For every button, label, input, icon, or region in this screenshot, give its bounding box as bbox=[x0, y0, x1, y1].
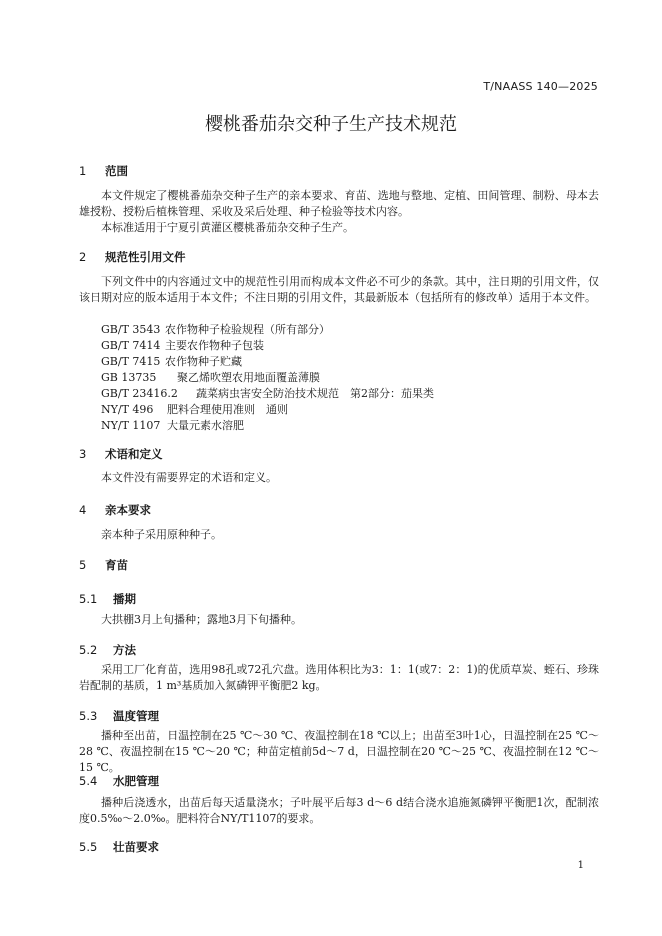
section-number: 5.1 bbox=[79, 592, 98, 606]
subsection-heading-water-fertilizer bbox=[79, 773, 159, 789]
section-title: 规范性引用文件 bbox=[105, 250, 186, 264]
document-title: 樱桃番茄杂交种子生产技术规范 bbox=[205, 114, 457, 135]
section-title: 亲本要求 bbox=[105, 503, 151, 517]
temperature-paragraph: 播种至出苗，日温控制在25 ℃～30 ℃、夜温控制在18 ℃以上；出苗至3叶1心，日温控制在25 ℃～28 ℃、夜温控制在15 ℃～20 ℃；种苗定植前5d～7 d，日温控制在20 ℃～25 ℃、夜温控制在12 ℃～15 ℃。 bbox=[79, 729, 599, 774]
reference-item bbox=[101, 338, 264, 354]
subsection-heading-method bbox=[79, 642, 136, 658]
section-number: 3 bbox=[79, 447, 87, 461]
standard-code: T/NAASS 140—2025 bbox=[483, 80, 598, 93]
reference-item bbox=[101, 386, 434, 402]
section-number: 5.5 bbox=[79, 840, 98, 854]
section-title: 育苗 bbox=[105, 558, 128, 572]
reference-item bbox=[101, 354, 242, 370]
scope-paragraph-2: 本标准适用于宁夏引黄灌区樱桃番茄杂交种子生产。 bbox=[101, 221, 354, 234]
subsection-heading-temperature bbox=[79, 708, 159, 724]
section-title: 术语和定义 bbox=[105, 447, 163, 461]
reference-item bbox=[101, 322, 330, 338]
section-title: 水肥管理 bbox=[113, 774, 159, 788]
page-number: 1 bbox=[577, 860, 584, 871]
reference-item bbox=[101, 402, 288, 418]
sowing-date-paragraph: 大拱棚3月上旬播种；露地3月下旬播种。 bbox=[101, 613, 302, 626]
section-number: 5.4 bbox=[79, 774, 98, 788]
subsection-heading-sowing-date bbox=[79, 591, 136, 607]
references-intro: 下列文件中的内容通过文中的规范性引用而构成本文件必不可少的条款。其中，注日期的引用文件，仅该日期对应的版本适用于本文件；不注日期的引用文件，其最新版本（包括所有的修改单）适用于本文件。 bbox=[79, 275, 599, 304]
section-heading-seedling bbox=[79, 557, 128, 573]
reference-code: GB 13735 bbox=[101, 371, 157, 384]
reference-code: NY/T 1107 bbox=[101, 419, 161, 432]
reference-code: GB/T 23416.2 bbox=[101, 387, 178, 400]
section-number: 5.2 bbox=[79, 643, 98, 657]
section-heading-parent-requirements bbox=[79, 502, 151, 518]
reference-title: 农作物种子贮藏 bbox=[165, 355, 242, 368]
section-title: 方法 bbox=[113, 643, 136, 657]
section-number: 5.3 bbox=[79, 709, 98, 723]
method-paragraph: 采用工厂化育苗，选用98孔或72孔穴盘。选用体积比为3：1：1(或7：2：1)的优质草炭、蛭石、珍珠岩配制的基质，1 m³基质加入氮磷钾平衡肥2 kg。 bbox=[79, 663, 599, 692]
section-title: 温度管理 bbox=[113, 709, 159, 723]
subsection-heading-strong-seedling bbox=[79, 839, 159, 855]
reference-title: 聚乙烯吹塑农用地面覆盖薄膜 bbox=[177, 371, 320, 384]
reference-code: GB/T 3543 bbox=[101, 323, 161, 336]
section-title: 播期 bbox=[113, 592, 136, 606]
section-heading-terms bbox=[79, 446, 163, 462]
section-number: 4 bbox=[79, 503, 87, 517]
section-title: 壮苗要求 bbox=[113, 840, 159, 854]
reference-title: 肥料合理使用准则 通则 bbox=[167, 403, 288, 416]
reference-item bbox=[101, 418, 244, 434]
reference-code: GB/T 7415 bbox=[101, 355, 161, 368]
reference-code: GB/T 7414 bbox=[101, 339, 161, 352]
parent-paragraph: 亲本种子采用原种种子。 bbox=[101, 528, 222, 541]
reference-code: NY/T 496 bbox=[101, 403, 154, 416]
reference-title: 蔬菜病虫害安全防治技术规范 第2部分：茄果类 bbox=[196, 387, 434, 400]
reference-title: 农作物种子检验规程（所有部分） bbox=[165, 323, 330, 336]
section-number: 1 bbox=[79, 164, 87, 178]
reference-item bbox=[101, 370, 320, 386]
section-heading-normative-references bbox=[79, 249, 186, 265]
reference-title: 主要农作物种子包装 bbox=[165, 339, 264, 352]
water-fertilizer-paragraph: 播种后浇透水，出苗后每天适量浇水；子叶展平后每3 d～6 d结合浇水追施氮磷钾平衡肥1次，配制浓度0.5‰～2.0‰。肥料符合NY/T1107的要求。 bbox=[79, 796, 599, 825]
section-heading-scope bbox=[79, 163, 128, 179]
section-title: 范围 bbox=[105, 164, 128, 178]
scope-paragraph-1: 本文件规定了樱桃番茄杂交种子生产的亲本要求、育苗、选地与整地、定植、田间管理、制粉、母本去雄授粉、授粉后植株管理、采收及采后处理、种子检验等技术内容。 bbox=[79, 189, 599, 218]
reference-title: 大量元素水溶肥 bbox=[167, 419, 244, 432]
terms-paragraph: 本文件没有需要界定的术语和定义。 bbox=[101, 471, 277, 484]
section-number: 2 bbox=[79, 250, 87, 264]
section-number: 5 bbox=[79, 558, 87, 572]
